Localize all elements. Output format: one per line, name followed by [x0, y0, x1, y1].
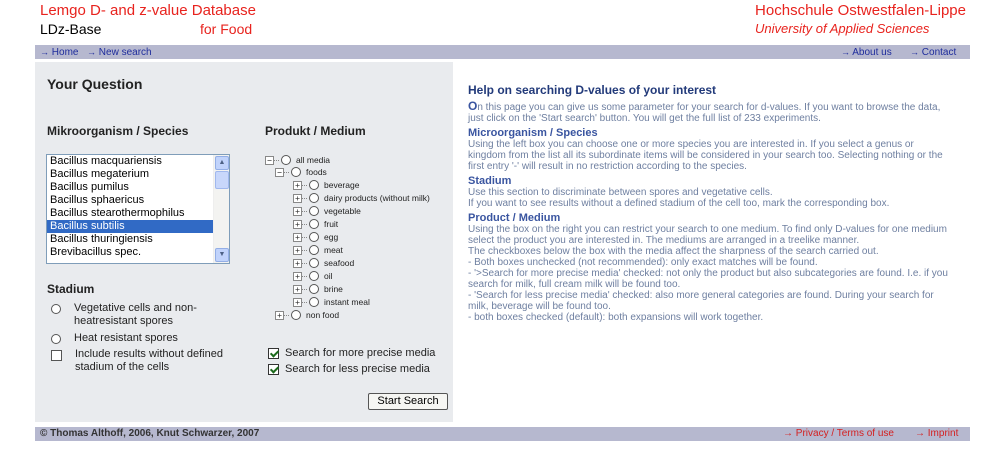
question-title: Your Question [47, 76, 143, 92]
tree-node-foods[interactable]: − foods [275, 166, 327, 178]
radio-button[interactable] [309, 258, 319, 268]
tree-node-egg[interactable]: + egg [293, 231, 338, 243]
species-option[interactable]: Brevibacillus spec. [50, 246, 142, 258]
species-option-selected[interactable]: Bacillus subtilis [47, 220, 229, 233]
expand-icon[interactable]: + [293, 285, 302, 294]
nav-home-link[interactable]: → Home [40, 47, 79, 58]
collapse-icon[interactable]: − [265, 156, 274, 165]
arrow-right-icon: → [910, 47, 919, 57]
stadium-heading: Stadium [47, 282, 95, 296]
product-heading: Produkt / Medium [265, 124, 366, 138]
stadium-option-vegetative[interactable] [51, 302, 224, 328]
help-product-heading: Product / Medium [468, 212, 561, 224]
species-listbox[interactable] [46, 154, 230, 264]
tree-node-seafood[interactable]: + seafood [293, 257, 354, 269]
expand-icon[interactable]: + [275, 311, 284, 320]
expand-icon[interactable]: + [293, 298, 302, 307]
radio-button[interactable] [291, 310, 301, 320]
help-product-text: Using the box on the right you can restrict your search to one medium. To find only D-values for one medium select the product you are interested in. The mediums are arranged in a treelike manner. The checkboxes below the box with the media affect the sharpness of the search carried out. - Both boxes unchecked (not recommended): only exact matches will be found. - '>Search for more precise media' checked: not only the product but also subcategories are found. I.e. if you search for milk, full cream milk will be found too. - 'Search for less precise media' checked: also more general categories are found. During your search for milk, beverage will be found too. - both boxes checked (default): both expansions will work together. [468, 224, 948, 323]
listbox-scrollbar[interactable] [213, 155, 229, 263]
radio-button[interactable] [309, 219, 319, 229]
expand-icon[interactable]: + [293, 220, 302, 229]
tree-node-fruit[interactable]: + fruit [293, 218, 338, 230]
tree-node-instant-meal[interactable]: + instant meal [293, 296, 370, 308]
site-title: Lemgo D- and z-value Database [40, 2, 256, 19]
imprint-link[interactable]: → Imprint [915, 428, 959, 439]
nav-new-search-link[interactable]: → New search [87, 47, 152, 58]
radio-button[interactable] [51, 334, 61, 344]
arrow-right-icon: → [87, 47, 96, 57]
radio-button[interactable] [309, 271, 319, 281]
tree-node-dairy[interactable]: + dairy products (without milk) [293, 192, 430, 204]
checkbox-label: Search for more precise media [285, 347, 436, 359]
expand-icon[interactable]: + [293, 207, 302, 216]
species-option[interactable]: Bacillus stearothermophilus [50, 207, 185, 219]
expand-icon[interactable]: + [293, 246, 302, 255]
scroll-up-icon[interactable]: ▲ [215, 156, 229, 170]
radio-button[interactable] [281, 155, 291, 165]
checkbox-checked[interactable] [268, 364, 279, 375]
copyright-text: © Thomas Althoff, 2006, Knut Schwarzer, 2007 [40, 428, 260, 439]
help-intro: On this page you can give us some parameter for your search for d-values. If you want to browse the data, just click on the 'Start search' button. You will get the full list of 233 experiments. [468, 99, 941, 124]
checkbox-label: Search for less precise media [285, 363, 430, 375]
species-option[interactable]: Bacillus sphaericus [50, 194, 145, 206]
radio-button[interactable] [309, 245, 319, 255]
radio-button[interactable] [309, 284, 319, 294]
expand-icon[interactable]: + [293, 194, 302, 203]
checkbox-label: Include results without defined stadium of the cells [75, 348, 223, 373]
checkbox[interactable] [51, 350, 62, 361]
tree-node-brine[interactable]: + brine [293, 283, 343, 295]
radio-button[interactable] [51, 304, 61, 314]
more-precise-option[interactable] [268, 347, 435, 359]
stadium-option-label: Heat resistant spores [74, 332, 178, 344]
radio-button[interactable] [291, 167, 301, 177]
collapse-icon[interactable]: − [275, 168, 284, 177]
species-option[interactable]: Bacillus megaterium [50, 168, 150, 180]
tree-node-non-food[interactable]: + non food [275, 309, 339, 321]
footer-bar [35, 427, 970, 441]
nav-contact-link[interactable]: → Contact [910, 47, 957, 58]
help-species-heading: Microorganism / Species [468, 127, 598, 139]
question-panel [35, 62, 453, 422]
help-stadium-text: Use this section to discriminate between spores and vegetative cells. If you want to see results without a defined stadium of the cell too, mark the corresponding box. [468, 187, 890, 209]
radio-button[interactable] [309, 206, 319, 216]
expand-icon[interactable]: + [293, 259, 302, 268]
arrow-right-icon: → [915, 428, 925, 439]
university-brand [755, 2, 966, 38]
species-heading: Mikroorganism / Species [47, 124, 189, 138]
site-brand [40, 2, 270, 38]
species-option[interactable]: Bacillus macquariensis [50, 155, 162, 167]
radio-button[interactable] [309, 193, 319, 203]
arrow-right-icon: → [783, 428, 793, 439]
site-abbreviation: LDz-Base [40, 21, 102, 37]
species-option[interactable]: Bacillus pumilus [50, 181, 129, 193]
help-stadium-heading: Stadium [468, 175, 512, 187]
scroll-down-icon[interactable]: ▼ [215, 248, 229, 262]
stadium-option-heat-resistant[interactable] [51, 332, 224, 345]
help-species-text: Using the left box you can choose one or more species you are interested in. If you select a genus or kingdom from the list all its subordinate items will be considered in your search too. Selecting nothing or the first entry '-' will result in no restriction according to the species. [468, 139, 943, 172]
radio-button[interactable] [309, 232, 319, 242]
tree-node-oil[interactable]: + oil [293, 270, 333, 282]
university-subtitle: University of Applied Sciences [755, 21, 930, 36]
tree-node-all-media[interactable]: − all media [265, 154, 330, 166]
include-undefined-stadium[interactable] [51, 348, 225, 374]
less-precise-option[interactable] [268, 363, 430, 375]
nav-about-link[interactable]: → About us [841, 47, 892, 58]
expand-icon[interactable]: + [293, 272, 302, 281]
university-name: Hochschule Ostwestfalen-Lippe [755, 2, 966, 19]
help-panel [468, 85, 968, 323]
species-option[interactable]: Bacillus thuringiensis [50, 233, 153, 245]
site-tagline: for Food [200, 21, 253, 37]
checkbox-checked[interactable] [268, 348, 279, 359]
arrow-right-icon: → [40, 47, 49, 57]
expand-icon[interactable]: + [293, 181, 302, 190]
help-title: Help on searching D-values of your interest [468, 83, 717, 97]
top-navbar [35, 45, 970, 59]
privacy-link[interactable]: → Privacy / Terms of use [783, 428, 894, 439]
radio-button[interactable] [309, 180, 319, 190]
radio-button[interactable] [309, 297, 319, 307]
tree-node-beverage[interactable]: + beverage [293, 179, 359, 191]
tree-node-vegetable[interactable]: + vegetable [293, 205, 361, 217]
start-search-button[interactable]: Start Search [368, 393, 448, 410]
scroll-thumb[interactable] [215, 171, 229, 189]
expand-icon[interactable]: + [293, 233, 302, 242]
tree-node-meat[interactable]: + meat [293, 244, 343, 256]
stadium-option-label: Vegetative cells and non-heatresistant spores [74, 302, 197, 327]
arrow-right-icon: → [841, 47, 850, 57]
